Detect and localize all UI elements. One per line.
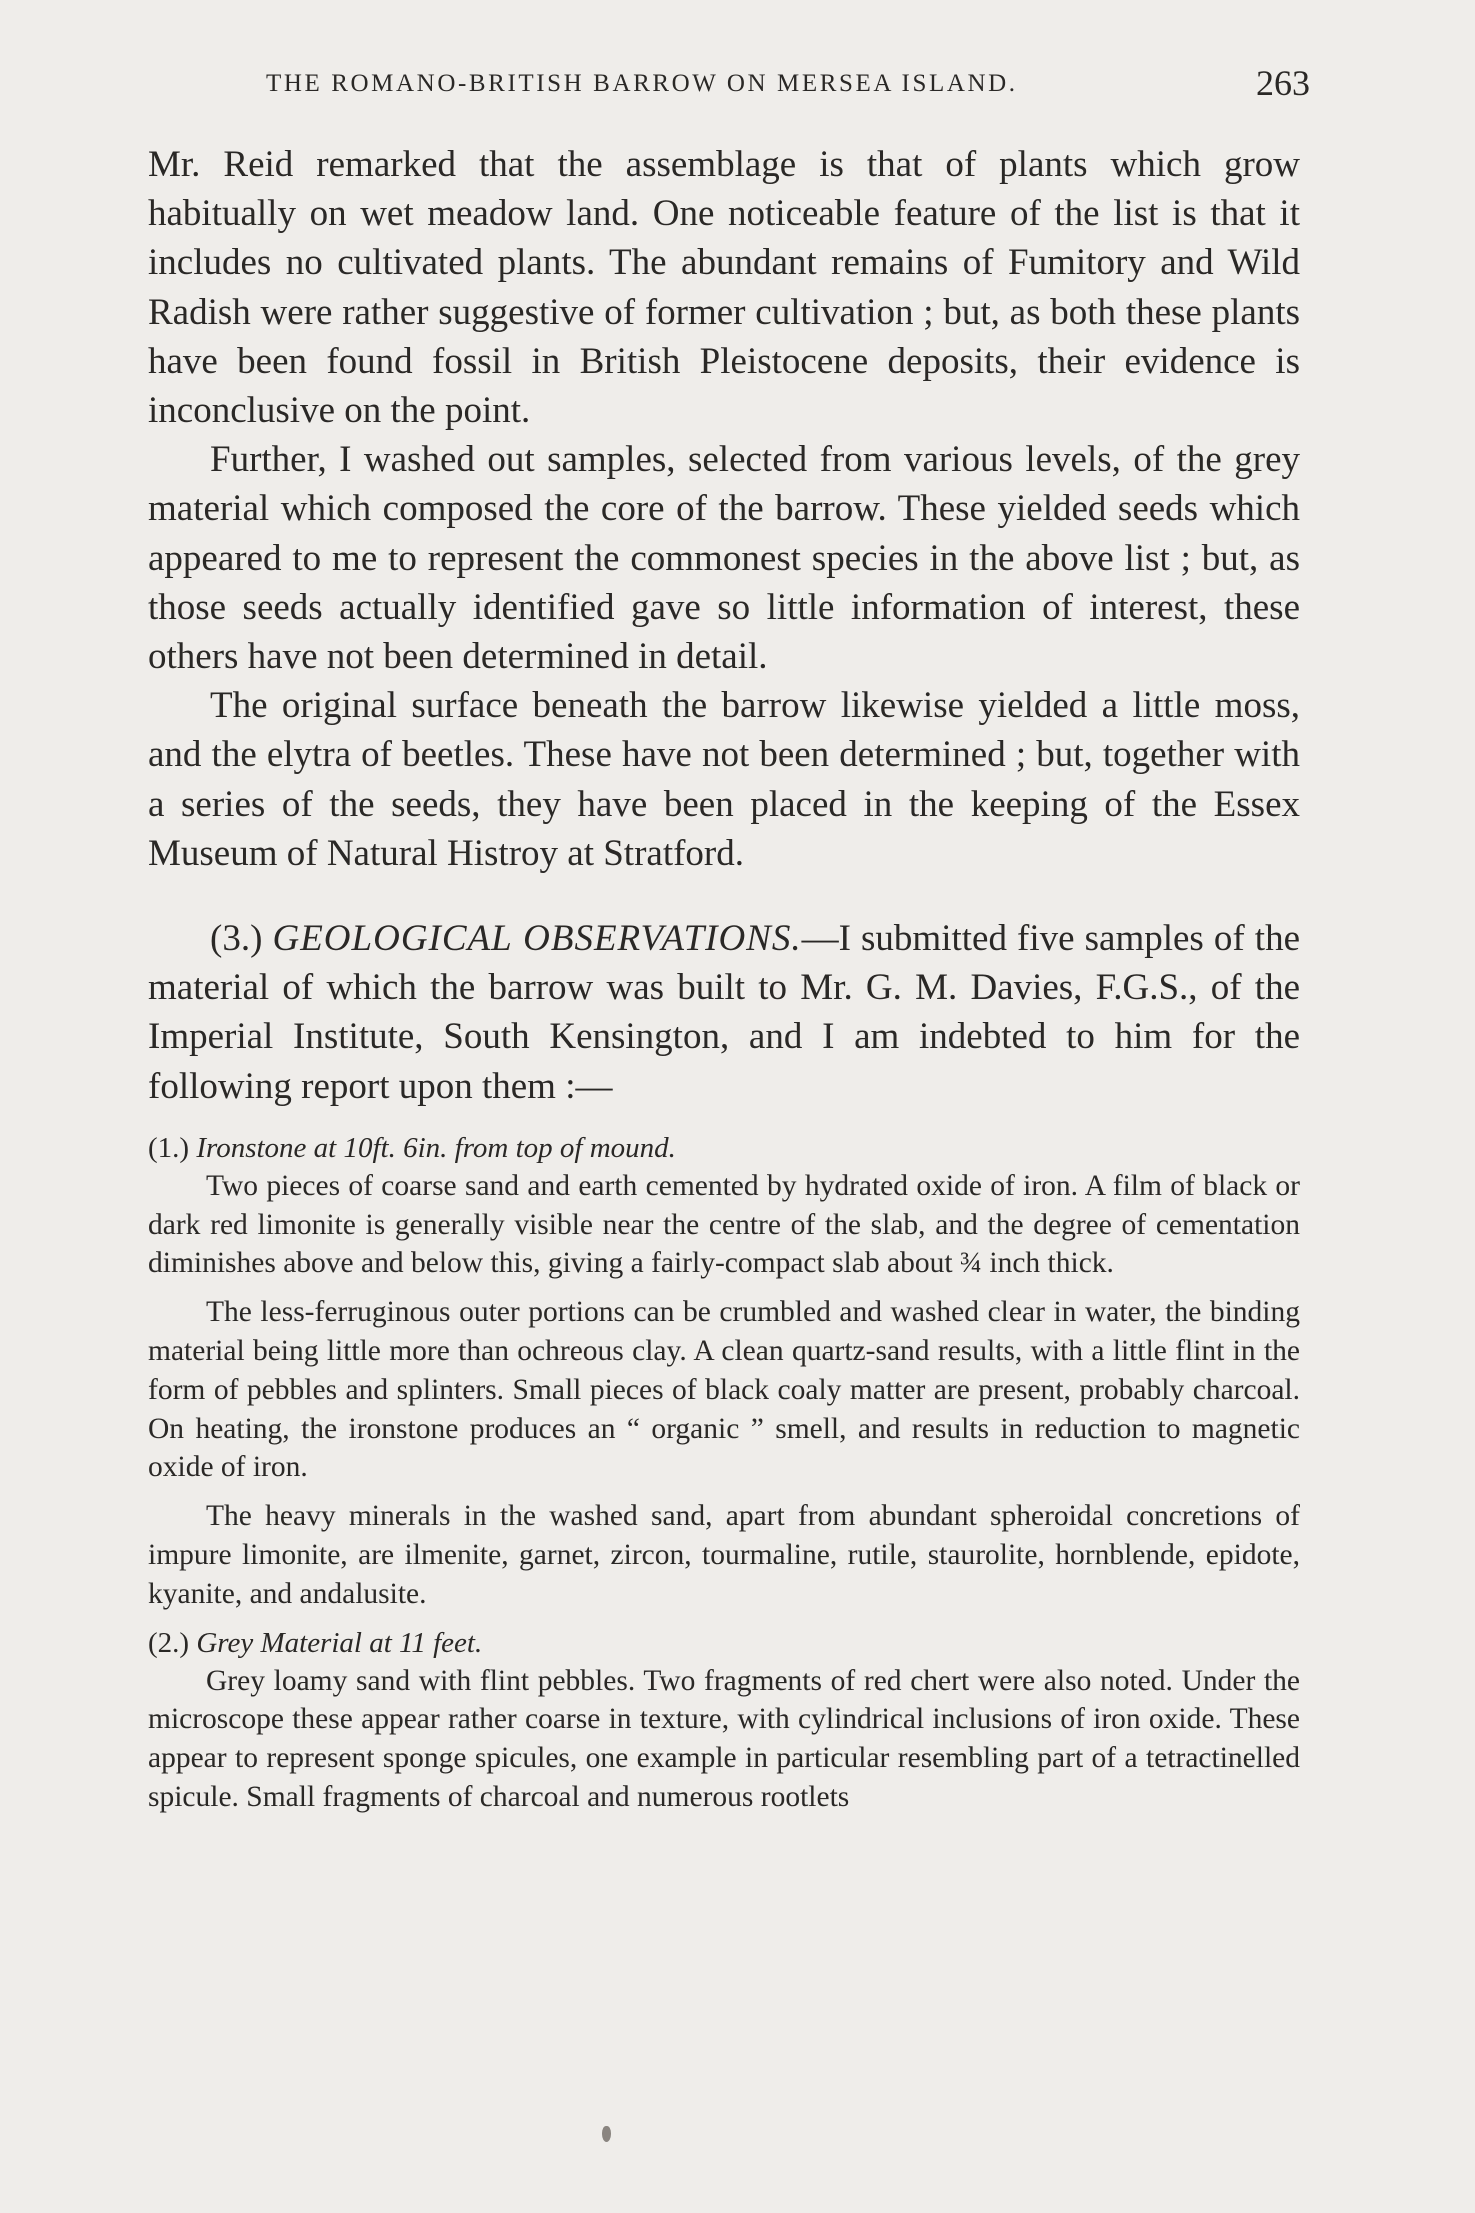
paragraph-washed-samples: Further, I washed out samples, selected from various levels, of the grey material which composed the core of the barrow. These yielded seeds which appeared to me to represent the commonest species in the above list ; but, as those seeds actually identified gave so little information of interest, these others have not been determined in detail. (148, 439, 1300, 678)
report-item-1-title: Ironstone at 10ft. 6in. from top of mound. (196, 1131, 676, 1164)
running-title: THE ROMANO-BRITISH BARROW ON MERSEA ISLAND. (266, 70, 1018, 97)
paragraph-reid-remarks: Mr. Reid remarked that the assemblage is that of plants which grow habitually on wet meadow land. One noticeable feature of the list is that it includes no cultivated plants. The abundant remains of Fumitory and Wild Radish were rather suggestive of former cultivation ; but, as both these plants have been found fossil in British Pleistocene deposits, their evidence is inconclusive on the point. (148, 144, 1300, 432)
report-item-2-number: (2.) (148, 1626, 190, 1659)
section-number: (3.) (210, 918, 263, 960)
section-geological-observations (148, 914, 1300, 1111)
report-item-1-heading (148, 1129, 1300, 1167)
page-number: 263 (1256, 63, 1310, 103)
report-item-1-paragraph: The less-ferruginous outer portions can be crumbled and washed clear in water, the binding material being little more than ochreous clay. A clean quartz-sand results, with a little flint in the form of pebbles and splinters. Small pieces of black coaly matter are present, probably charcoal. On heating, the ironstone produces an “ organic ” smell, and results in reduction to magnetic oxide of iron. (148, 1296, 1300, 1484)
report-item-1-paragraph: Two pieces of coarse sand and earth cemented by hydrated oxide of iron. A film of black or dark red limonite is generally visible near the centre of the slab, and the degree of cementation diminishes above and below this, giving a fairly-compact slab about ¾ inch thick. (148, 1169, 1300, 1280)
report-item-2-title: Grey Material at 11 feet. (196, 1626, 483, 1659)
report-item-1-paragraph: The heavy minerals in the washed sand, apart from abundant spheroidal concretions of impure limonite, are ilmenite, garnet, zircon, tourmaline, rutile, staurolite, hornblende, epidote, kyanite, and andalusite. (148, 1500, 1300, 1610)
report-item-1-number: (1.) (148, 1131, 190, 1164)
body-text (148, 140, 1300, 1817)
ink-speck (602, 2126, 611, 2142)
report (148, 1129, 1300, 1817)
report-item-2-heading (148, 1624, 1300, 1662)
section-text: —I submitted five samples of the material of which the barrow was built to Mr. G. M. Davies, F.G.S., of the Imperial Institute, South Kensington, and I am indebted to him for the following report upon them :— (148, 918, 1301, 1107)
report-item-2-paragraph: Grey loamy sand with flint pebbles. Two fragments of red chert were also noted. Under the microscope these appear rather coarse in texture, with cylindrical inclusions of iron oxide. These appear to represent sponge spicules, one example in particular resembling part of a tetractinelled spicule. Small fragments of charcoal and numerous rootlets (148, 1664, 1300, 1814)
paragraph-original-surface: The original surface beneath the barrow likewise yielded a little moss, and the elytra of beetles. These have not been determined ; but, together with a series of the seeds, they have been placed in the keeping of the Essex Museum of Natural Histroy at Stratford. (148, 685, 1300, 874)
section-heading: GEOLOGICAL OBSERVATIONS. (272, 918, 802, 960)
running-head (148, 62, 1310, 106)
